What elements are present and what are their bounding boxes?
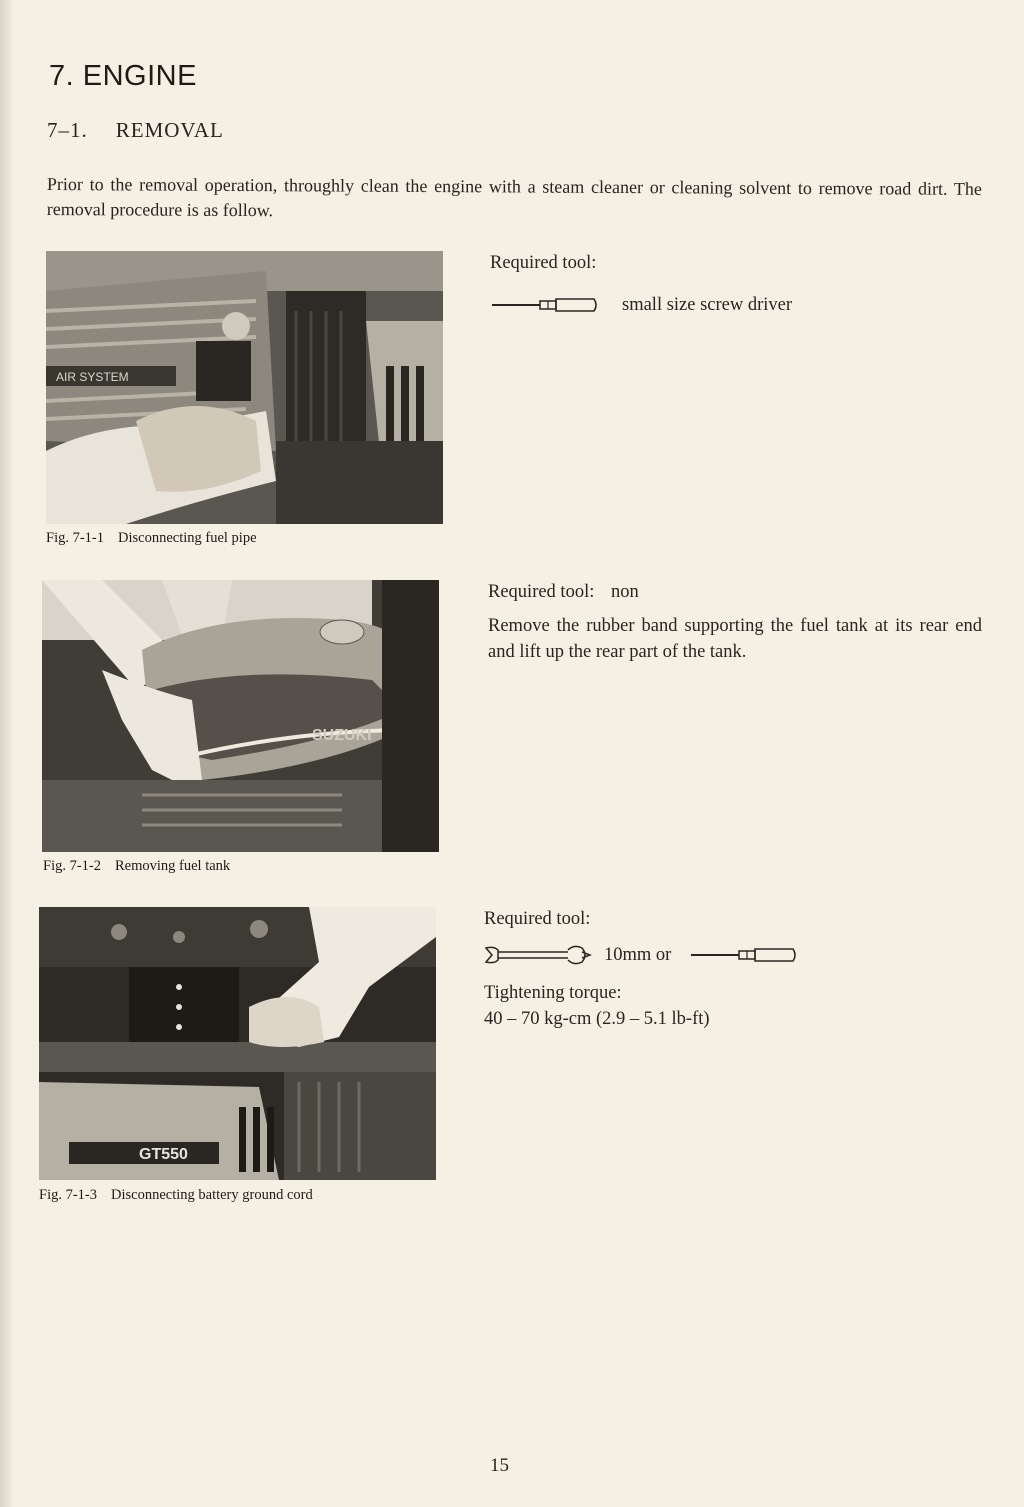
screwdriver-icon [689, 946, 799, 964]
figure-photo-battery-cord [39, 907, 436, 1180]
figure-number: Fig. 7-1-2 [43, 858, 101, 874]
page-number: 15 [490, 1455, 509, 1476]
figure-number: Fig. 7-1-1 [46, 530, 104, 546]
figure-caption-2 [43, 858, 230, 875]
step-3-text [484, 906, 982, 1032]
required-tool-label: Required tool: [488, 582, 595, 602]
photo-label-suzuki: SUZUKI [312, 727, 372, 744]
figure-photo-fuel-tank [42, 580, 439, 852]
torque-label: Tightening torque: [484, 983, 622, 1003]
figure-caption-3 [39, 1187, 313, 1204]
subsection-title: REMOVAL [115, 118, 224, 142]
tool-row [484, 942, 982, 968]
intro-paragraph: Prior to the removal operation, throughly clean the engine with a steam cleaner or cleaning solvent to remove road dirt. The removal procedure is as follow. [46, 173, 982, 221]
step-2-text [488, 579, 982, 665]
instruction-text: Remove the rubber band supporting the fuel tank at its rear end and lift up the rear part of the tank. [488, 616, 982, 662]
required-tool-label: Required tool: [484, 909, 591, 929]
photo-label-air-system: AIR SYSTEM [56, 370, 129, 384]
screwdriver-icon [490, 296, 600, 314]
tool-name: small size screw driver [622, 295, 793, 315]
figure-caption-1 [46, 530, 257, 547]
page-edge-shadow [0, 0, 14, 1507]
figure-caption-text: Disconnecting fuel pipe [118, 530, 257, 546]
required-tool-label: Required tool: [490, 253, 597, 273]
subsection-heading [47, 118, 224, 143]
figure-caption-text: Removing fuel tank [115, 858, 231, 874]
photo-label-gt550: GT550 [139, 1146, 188, 1163]
tool-text: 10mm or [604, 945, 672, 965]
figure-number: Fig. 7-1-3 [39, 1187, 97, 1203]
wrench-icon [484, 944, 592, 966]
required-tool-row [488, 579, 982, 605]
step-1-text [490, 250, 980, 318]
subsection-number: 7–1. [47, 118, 88, 142]
torque-value: 40 – 70 kg-cm (2.9 – 5.1 lb-ft) [484, 1009, 710, 1029]
figure-caption-text: Disconnecting battery ground cord [111, 1187, 313, 1203]
required-tool-value: non [610, 582, 639, 602]
section-title: 7. ENGINE [49, 60, 197, 92]
tool-row [490, 292, 980, 318]
figure-photo-fuel-pipe [46, 251, 443, 524]
